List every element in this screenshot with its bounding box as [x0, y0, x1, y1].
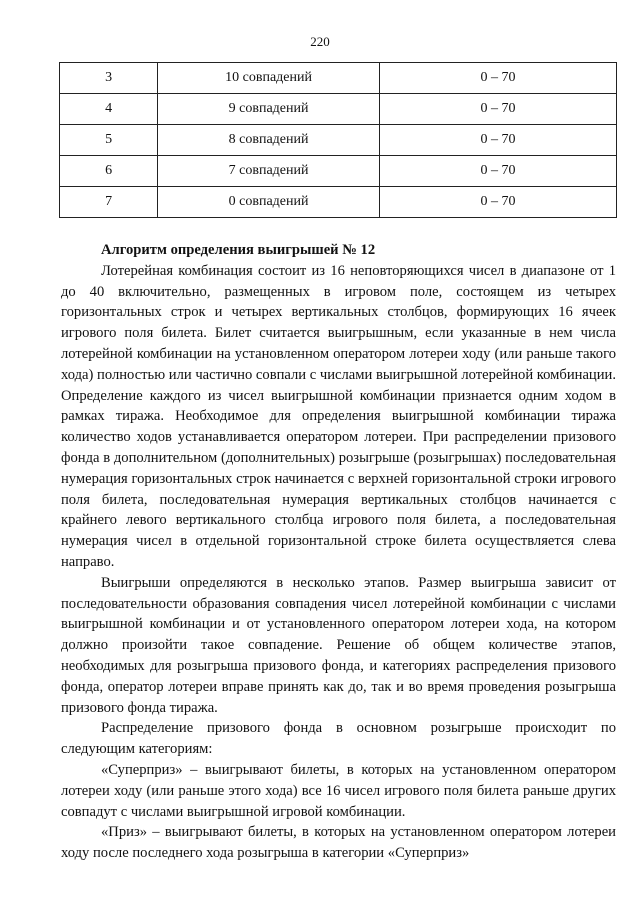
table-cell-range: 0 – 70 — [379, 94, 616, 125]
table-cell-matches: 10 совпадений — [158, 63, 380, 94]
table-cell-range: 0 – 70 — [379, 63, 616, 94]
paragraph: «Приз» – выигрывают билеты, в которых на установленном оператором лотереи ходу после последнего хода розыгрыша в категории «Суперприз» — [61, 824, 616, 862]
results-table — [59, 62, 617, 218]
table-row — [60, 125, 617, 156]
document-body — [61, 240, 616, 864]
table-cell-matches: 7 совпадений — [158, 156, 380, 187]
page-number: 220 — [310, 34, 330, 49]
section-heading: Алгоритм определения выигрышей № 12 — [101, 242, 376, 258]
table-cell-matches: 9 совпадений — [158, 94, 380, 125]
table-cell-category: 3 — [60, 63, 158, 94]
table-cell-matches: 8 совпадений — [158, 125, 380, 156]
table-cell-range: 0 – 70 — [379, 187, 616, 218]
table-cell-category: 4 — [60, 94, 158, 125]
paragraph: Лотерейная комбинация состоит из 16 неповторяющихся чисел в диапазоне от 1 до 40 включительно, размещенных в игровом поле, состоящем из четырех горизонтальных строк и четырех вертикальных столбцов, формирующих 16 ячеек игрового поля билета. Билет считается выигрышным, если указанные в нем числа лотерейной комбинации на установленном оператором лотереи ходу (или раньше такого хода) полностью или частично совпали с числами выигрышной лотерейной комбинации. Определение каждого из чисел выигрышной комбинации признается одним ходом в рамках тиража. Необходимое для определения выигрышной комбинации тиража количество ходов устанавливается оператором лотереи. При распределении призового фонда в дополнительном (дополнительных) розыгрыше (розыгрышах) последовательная нумерация горизонтальных строк начинается с верхней горизонтальной строки игрового поля билета, последовательная нумерация вертикальных столбцов начинается с крайнего левого вертикального столбца игрового поля билета, а последовательная нумерация чисел в отдельной горизонтальной строке билета осуществляется слева направо. — [61, 262, 616, 570]
table-cell-category: 6 — [60, 156, 158, 187]
table-cell-matches: 0 совпадений — [158, 187, 380, 218]
paragraph: «Суперприз» – выигрывают билеты, в которых на установленном оператором лотереи ходу (или раньше этого хода) все 16 чисел игрового поля билета раньше других совпадут с числами выигрышной игровой комбинации. — [61, 761, 616, 820]
table-row — [60, 94, 617, 125]
table-row — [60, 187, 617, 218]
table-row — [60, 156, 617, 187]
table-cell-range: 0 – 70 — [379, 156, 616, 187]
table-cell-range: 0 – 70 — [379, 125, 616, 156]
paragraph: Выигрыши определяются в несколько этапов. Размер выигрыша зависит от последовательности образования совпадения чисел лотерейной комбинации с числами выигрышной комбинации и от установленного оператором лотереи хода, на котором должно произойти такое совпадение. Решение об общем количестве этапов, необходимых для розыгрыша призового фонда, и категориях распределения призового фонда, оператор лотереи вправе принять как до, так и во время проведения розыгрыша призового фонда тиража. — [61, 574, 616, 716]
table-cell-category: 7 — [60, 187, 158, 218]
table-row — [60, 63, 617, 94]
paragraph: Распределение призового фонда в основном розыгрыше происходит по следующим категориям: — [61, 720, 616, 758]
table-cell-category: 5 — [60, 125, 158, 156]
